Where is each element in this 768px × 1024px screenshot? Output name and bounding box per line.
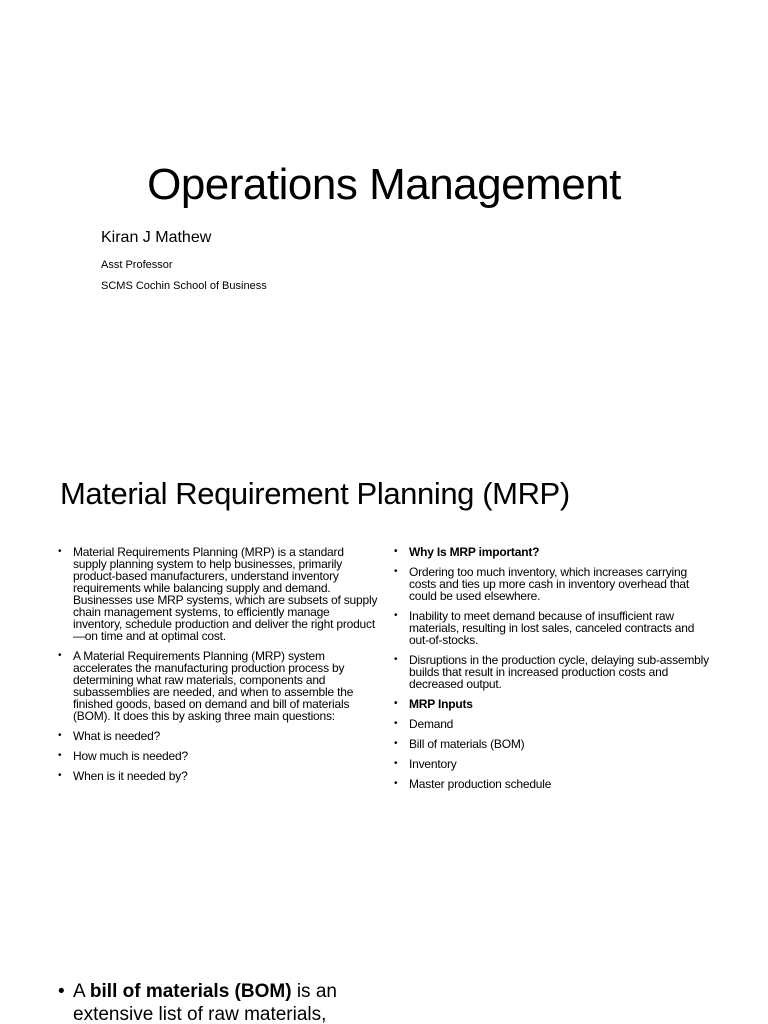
bullet-icon: • (394, 546, 398, 557)
list-item (394, 778, 714, 790)
list-item (394, 566, 714, 602)
bullet-icon: • (394, 738, 398, 749)
list-item (394, 738, 714, 750)
list-item-text: When is it needed by? (73, 769, 188, 783)
list-item (58, 750, 378, 762)
mrp-slide (0, 440, 768, 956)
bullet-icon: • (58, 650, 62, 661)
author-role: Asst Professor (101, 259, 173, 271)
list-item-text: Master production schedule (409, 777, 552, 791)
list-item-text: Inventory (409, 757, 457, 771)
list-item-text: How much is needed? (73, 749, 188, 763)
author-institution: SCMS Cochin School of Business (101, 280, 267, 292)
bullet-icon: • (394, 654, 398, 665)
bullet-icon: • (58, 981, 65, 1002)
list-item-text: Inability to meet demand because of insufficient raw materials, resulting in lost sales, canceled contracts and out-of-stocks. (409, 609, 695, 647)
list-item (58, 770, 378, 782)
list-item (58, 730, 378, 742)
bom-term: bill of materials (BOM) (89, 981, 292, 1002)
list-item-text: What is needed? (73, 729, 161, 743)
bullet-icon: • (394, 698, 398, 709)
bullet-icon: • (394, 778, 398, 789)
bullet-icon: • (58, 546, 62, 557)
bullet-icon: • (394, 718, 398, 729)
bom-definition (58, 980, 393, 1024)
bullet-icon: • (394, 758, 398, 769)
section-heading-why-mrp (394, 546, 714, 558)
title-slide (0, 0, 768, 440)
list-item-text: Demand (409, 717, 454, 731)
mrp-slide-title: Material Requirement Planning (MRP) (60, 476, 570, 511)
right-bullet-list (394, 546, 714, 798)
list-item (58, 650, 378, 722)
list-item-text: Material Requirements Planning (MRP) is a standard supply planning system to help businesses, primarily product-based manufacturers, understand inventory requirements while balancing supply and demand. Businesses use MRP systems, which are subsets of supply chain management systems, to efficiently manage inventory, schedule production and deliver the right product—on time and at optimal cost. (73, 545, 378, 643)
list-item-text: Disruptions in the production cycle, delaying sub-assembly builds that result in increased production costs and decreased output. (409, 653, 709, 691)
bullet-icon: • (58, 770, 62, 781)
list-item-text: Bill of materials (BOM) (409, 737, 525, 751)
bom-prefix: A (73, 981, 90, 1002)
list-item-text: A Material Requirements Planning (MRP) system accelerates the manufacturing production process by determining what raw materials, components and subassemblies are needed, and when to assemble the finished goods, based on demand and bill of materials (BOM). It does this by asking three main questions: (73, 649, 354, 723)
section-heading-mrp-inputs (394, 698, 714, 710)
list-item (58, 546, 378, 642)
bullet-icon: • (394, 610, 398, 621)
slide-title: Operations Management (147, 160, 621, 209)
list-item-text: MRP Inputs (409, 697, 473, 711)
list-item (394, 654, 714, 690)
bullet-icon: • (58, 730, 62, 741)
bom-slide (0, 956, 768, 1024)
author-name: Kiran J Mathew (101, 229, 212, 246)
list-item (394, 758, 714, 770)
list-item-text: Why Is MRP important? (409, 545, 540, 559)
list-item (394, 718, 714, 730)
list-item (394, 610, 714, 646)
bullet-icon: • (58, 750, 62, 761)
bullet-icon: • (394, 566, 398, 577)
left-bullet-list (58, 546, 378, 790)
bom-suffix: is an extensive list of raw materials, (73, 981, 337, 1024)
list-item-text: Ordering too much inventory, which increases carrying costs and ties up more cash in inventory overhead that could be used elsewhere. (409, 565, 690, 603)
